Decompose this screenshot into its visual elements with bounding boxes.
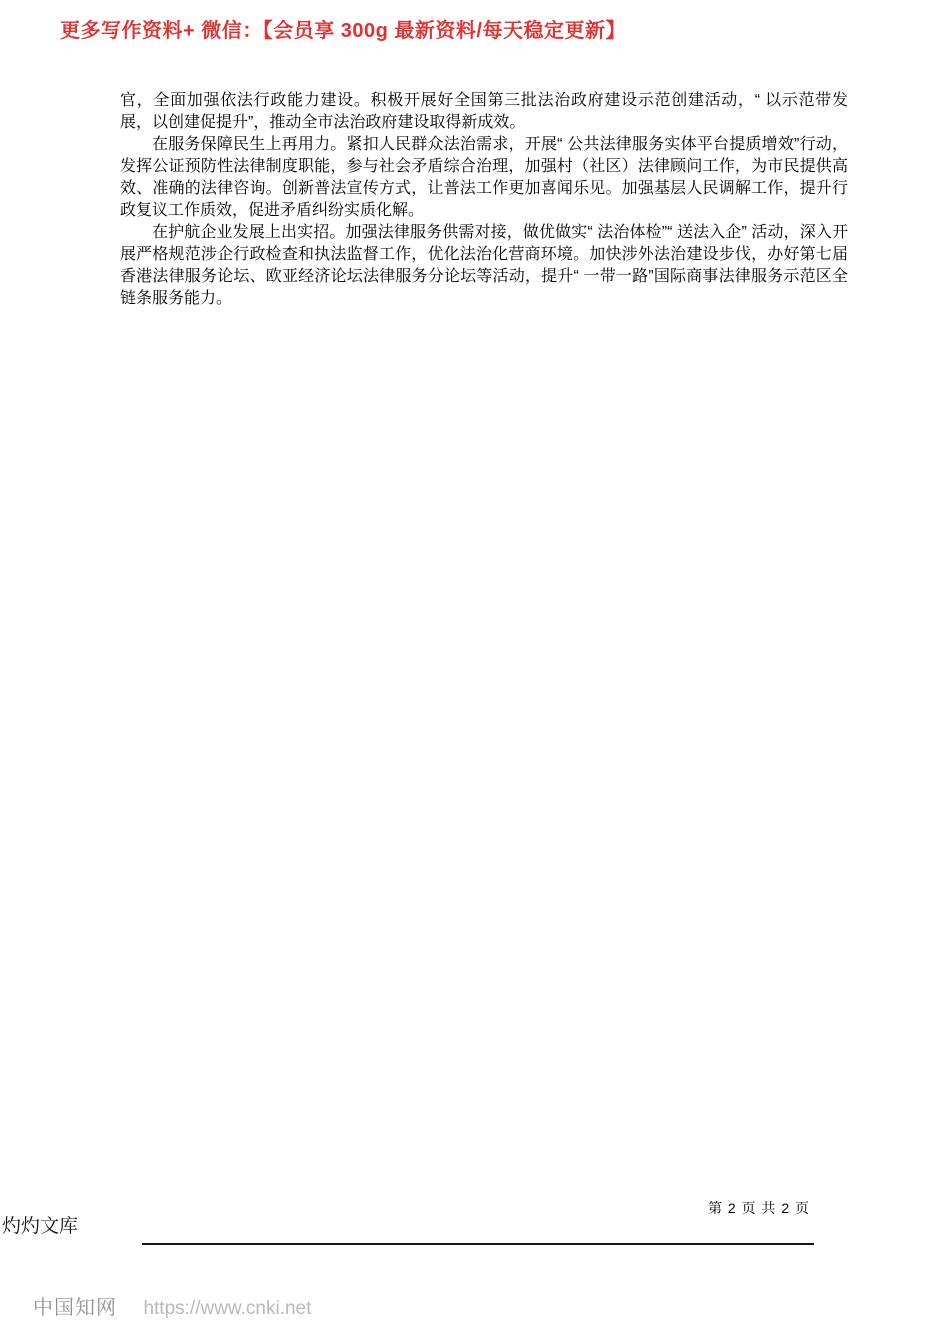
footer-divider-line bbox=[142, 1243, 814, 1245]
cnki-watermark bbox=[33, 1291, 311, 1320]
paragraph-enterprise-development: 在护航企业发展上出实招。加强法律服务供需对接，做优做实“ 法治体检”“ 送法入企” 活动，深入开展严格规范涉企行政检查和执法监督工作，优化法治化营商环境。加快涉外法治建设步伐，办好第七届香港法律服务论坛、欧亚经济论坛法律服务分论坛等活动，提升“ 一带一路”国际商事法律服务示范区全链条服务能力。 bbox=[120, 224, 848, 307]
paragraph-service-livelihood: 在服务保障民生上再用力。紧扣人民群众法治需求，开展“ 公共法律服务实体平台提质增效”行动，发挥公证预防性法律制度职能，参与社会矛盾综合治理，加强村（社区）法律顾问工作，为市民提供高效、准确的法律咨询。创新普法宣传方式，让普法工作更加喜闻乐见。加强基层人民调解工作，提升行政复议工作质效，促进矛盾纠纷实质化解。 bbox=[120, 136, 848, 219]
cnki-url-link[interactable]: https://www.cnki.net bbox=[143, 1298, 312, 1319]
promo-banner-text: 更多写作资料+ 微信：【会员享 300g 最新资料/每天稳定更新】 bbox=[60, 20, 626, 42]
library-logo-text: 灼灼文库 bbox=[2, 1216, 79, 1237]
page-number-indicator: 第 2 页 共 2 页 bbox=[707, 1200, 810, 1216]
paragraph-continuation: 官，全面加强依法行政能力建设。积极开展好全国第三批法治政府建设示范创建活动，“ 以示范带发展，以创建促提升”，推动全市法治政府建设取得新成效。 bbox=[120, 92, 848, 131]
cnki-site-name: 中国知网 bbox=[33, 1297, 117, 1319]
document-text-block bbox=[120, 90, 848, 310]
